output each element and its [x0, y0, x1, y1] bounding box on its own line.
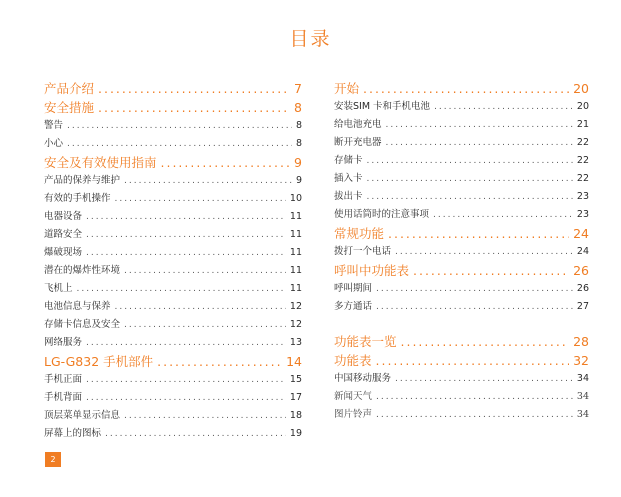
toc-entry-label: LG-G832 手机部件	[44, 354, 154, 369]
toc-entry-label: 功能表一览	[334, 334, 397, 349]
toc-page-number: 26	[576, 283, 589, 294]
toc-leader-dots	[434, 102, 573, 112]
page-title: 目录	[289, 28, 332, 50]
toc-entry[interactable]	[44, 244, 302, 262]
toc-page-number: 23	[576, 191, 589, 202]
toc-page-number: 34	[576, 409, 589, 420]
toc-page-number: 12	[289, 319, 302, 330]
toc-leader-dots	[363, 81, 569, 96]
toc-page-number: 15	[289, 374, 302, 385]
toc-page-number: 11	[289, 247, 302, 258]
toc-entry[interactable]	[44, 298, 302, 316]
toc-entry-label: 断开充电器	[334, 137, 382, 148]
toc-entry-label: 产品的保养与维护	[44, 175, 121, 186]
toc-page-number: 9	[294, 155, 302, 170]
toc-entry[interactable]	[44, 425, 302, 443]
toc-page-number: 20	[573, 81, 589, 96]
toc-entry[interactable]	[334, 206, 589, 224]
toc-entry-label: 小心	[44, 138, 64, 149]
toc-section-entry[interactable]	[334, 79, 589, 98]
toc-entry-label: 电池信息与保养	[44, 301, 111, 312]
toc-entry-label: 呼叫期间	[334, 283, 373, 294]
toc-page-number: 28	[573, 334, 589, 349]
toc-entry[interactable]	[44, 208, 302, 226]
toc-entry-label: 存储卡	[334, 155, 363, 166]
toc-entry-label: 屏幕上的图标	[44, 428, 102, 439]
toc-leader-dots	[124, 266, 286, 276]
toc-page-number: 13	[289, 337, 302, 348]
toc-page-number: 34	[576, 373, 589, 384]
toc-leader-dots	[376, 284, 573, 294]
toc-entry[interactable]	[334, 280, 589, 298]
toc-page-number: 34	[576, 391, 589, 402]
toc-right-column	[334, 79, 589, 424]
toc-leader-dots	[395, 374, 573, 384]
toc-left-column	[44, 79, 302, 443]
toc-entry-label: 安全及有效使用指南	[44, 155, 157, 170]
toc-page-number: 8	[294, 100, 302, 115]
toc-page-number: 11	[289, 211, 302, 222]
toc-entry[interactable]	[334, 370, 589, 388]
toc-page-number: 24	[576, 246, 589, 257]
toc-page-number: 32	[573, 353, 589, 368]
toc-entry-label: 电器设备	[44, 211, 83, 222]
toc-leader-dots	[433, 210, 573, 220]
toc-leader-dots	[386, 120, 573, 130]
toc-leader-dots	[115, 302, 286, 312]
toc-entry-label: 手机正面	[44, 374, 83, 385]
toc-page-number: 10	[289, 193, 302, 204]
toc-leader-dots	[86, 338, 286, 348]
toc-leader-dots	[98, 100, 290, 115]
toc-section-entry[interactable]	[44, 79, 302, 98]
toc-leader-dots	[367, 192, 573, 202]
page-number-badge: 2	[45, 452, 61, 467]
toc-page-number: 27	[576, 301, 589, 312]
toc-leader-dots	[105, 429, 286, 439]
toc-page-number: 7	[294, 81, 302, 96]
toc-page-number: 22	[576, 155, 589, 166]
toc-entry[interactable]	[334, 188, 589, 206]
toc-leader-dots	[376, 410, 573, 420]
toc-leader-dots	[67, 121, 292, 131]
toc-entry[interactable]	[334, 298, 589, 316]
toc-leader-dots	[367, 156, 573, 166]
toc-page-number: 14	[286, 354, 302, 369]
toc-entry[interactable]	[44, 280, 302, 298]
toc-entry-label: 使用话筒时的注意事项	[334, 209, 430, 220]
toc-leader-dots	[124, 176, 292, 186]
toc-leader-dots	[98, 81, 290, 96]
toc-leader-dots	[124, 320, 286, 330]
toc-page-number: 24	[573, 226, 589, 241]
toc-leader-dots	[124, 411, 286, 421]
toc-page-number: 18	[289, 410, 302, 421]
toc-section-entry[interactable]	[334, 224, 589, 243]
toc-entry[interactable]	[44, 135, 302, 153]
toc-entry-label: 网络服务	[44, 337, 83, 348]
toc-leader-dots	[388, 226, 569, 241]
toc-page-number: 21	[576, 119, 589, 130]
toc-section-entry[interactable]	[334, 261, 589, 280]
toc-entry-label: 常规功能	[334, 226, 385, 241]
toc-leader-dots	[161, 155, 291, 170]
toc-page-number: 11	[289, 229, 302, 240]
toc-leader-dots	[67, 139, 292, 149]
toc-entry[interactable]	[334, 388, 589, 406]
toc-entry[interactable]	[44, 334, 302, 352]
toc-entry-label: 有效的手机操作	[44, 193, 111, 204]
toc-leader-dots	[77, 284, 286, 294]
toc-page-number: 8	[295, 138, 302, 149]
toc-entry[interactable]	[334, 170, 589, 188]
toc-entry-label: 手机背面	[44, 392, 83, 403]
toc-page-number: 11	[289, 265, 302, 276]
toc-entry-label: 呼叫中功能表	[334, 263, 410, 278]
toc-entry-label: 飞机上	[44, 283, 73, 294]
toc-section-entry[interactable]	[44, 153, 302, 172]
toc-entry-label: 开始	[334, 81, 360, 96]
toc-page-number: 8	[295, 120, 302, 131]
toc-entry-label: 多方通话	[334, 301, 373, 312]
toc-leader-dots	[86, 248, 286, 258]
toc-page-number: 9	[295, 175, 302, 186]
toc-leader-dots	[401, 334, 570, 349]
toc-leader-dots	[86, 212, 286, 222]
toc-leader-dots	[395, 247, 573, 257]
toc-entry[interactable]	[334, 243, 589, 261]
toc-page-number: 23	[576, 209, 589, 220]
toc-section-entry[interactable]	[44, 352, 302, 371]
toc-page-number: 20	[576, 101, 589, 112]
toc-page-number: 11	[289, 283, 302, 294]
toc-leader-dots	[413, 263, 569, 278]
toc-entry[interactable]	[44, 316, 302, 334]
toc-page-number: 12	[289, 301, 302, 312]
toc-entry-label: 中国移动服务	[334, 373, 392, 384]
toc-entry-label: 拔出卡	[334, 191, 363, 202]
toc-entry[interactable]	[44, 226, 302, 244]
toc-leader-dots	[386, 138, 573, 148]
toc-entry-label: 爆破现场	[44, 247, 83, 258]
toc-section-entry[interactable]	[44, 98, 302, 117]
toc-entry[interactable]	[44, 262, 302, 280]
toc-spacer	[334, 316, 589, 332]
toc-page-number: 26	[573, 263, 589, 278]
toc-page-number: 19	[289, 428, 302, 439]
toc-leader-dots	[86, 375, 286, 385]
toc-leader-dots	[157, 354, 282, 369]
toc-leader-dots	[376, 302, 573, 312]
toc-entry-label: 存储卡信息及安全	[44, 319, 121, 330]
toc-entry-label: 插入卡	[334, 173, 363, 184]
toc-entry[interactable]	[44, 371, 302, 389]
toc-section-entry[interactable]	[334, 351, 589, 370]
toc-leader-dots	[115, 194, 286, 204]
toc-entry-label: 道路安全	[44, 229, 83, 240]
toc-entry[interactable]	[334, 116, 589, 134]
toc-leader-dots	[86, 230, 286, 240]
toc-entry[interactable]	[44, 190, 302, 208]
toc-leader-dots	[367, 174, 573, 184]
toc-leader-dots	[376, 392, 573, 402]
toc-entry-label: 警告	[44, 120, 64, 131]
toc-entry[interactable]	[334, 152, 589, 170]
toc-entry[interactable]	[334, 406, 589, 424]
toc-entry-label: 安装SIM 卡和手机电池	[334, 101, 431, 112]
toc-entry[interactable]	[44, 389, 302, 407]
toc-leader-dots	[376, 353, 570, 368]
toc-entry-label: 安全措施	[44, 100, 95, 115]
toc-page-number: 22	[576, 137, 589, 148]
toc-entry-label: 给电池充电	[334, 119, 382, 130]
toc-entry-label: 新闻天气	[334, 391, 373, 402]
toc-entry-label: 产品介绍	[44, 81, 95, 96]
toc-entry-label: 顶层菜单显示信息	[44, 410, 121, 421]
toc-page-number: 17	[289, 392, 302, 403]
toc-section-entry[interactable]	[334, 332, 589, 351]
toc-entry[interactable]	[44, 117, 302, 135]
toc-entry-label: 图片铃声	[334, 409, 373, 420]
toc-entry[interactable]	[44, 172, 302, 190]
toc-entry[interactable]	[334, 98, 589, 116]
toc-entry[interactable]	[44, 407, 302, 425]
toc-entry-label: 拨打一个电话	[334, 246, 392, 257]
toc-page-number: 22	[576, 173, 589, 184]
toc-leader-dots	[86, 393, 286, 403]
toc-entry-label: 功能表	[334, 353, 372, 368]
toc-entry-label: 潜在的爆炸性环境	[44, 265, 121, 276]
toc-entry[interactable]	[334, 134, 589, 152]
